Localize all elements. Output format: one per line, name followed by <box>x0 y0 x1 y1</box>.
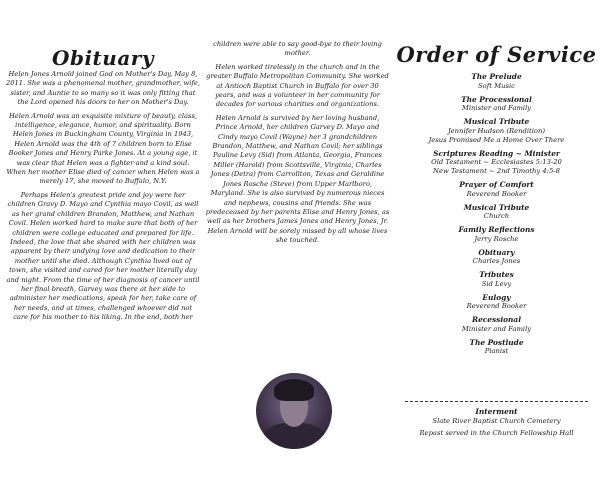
service-item-heading: Prayer of Comfort <box>459 180 534 189</box>
obituary-paragraph: Helen worked tirelessly in the church and in the greater Buffalo Metropolitan Community. She worked at Antioch Baptist Church in Buffalo for over 30 years, and was a volunteer in her community for decades for various charities and organizations. <box>206 62 389 109</box>
service-item-heading: The Postlude <box>469 337 524 347</box>
repast-note: Repast served in the Church Fellowship Hall <box>419 428 574 437</box>
service-item-heading: The Prelude <box>471 72 522 81</box>
service-item-heading: Scriptures Reading ~ Minister <box>433 148 560 158</box>
service-item-detail: Minister and Family <box>461 104 532 112</box>
service-item <box>395 270 598 289</box>
service-item <box>395 95 598 114</box>
interment-place: Slate River Baptist Church Cemetery <box>432 416 561 425</box>
service-item-heading: The Processional <box>461 94 532 104</box>
obituary-continued-column <box>205 0 390 495</box>
service-item-detail: Minister and Family <box>461 324 532 333</box>
obituary-paragraph: Helen Arnold is survived by her loving husband, Prince Arnold, her children Garvey D. Mayo and Cindy mayo Covil (Wayne) her 3 grandchildren Brandon, Matthew, and Nathan Covil; her siblings Pauline Levy (Sid) from Atlanta, Georgia, Frances Miller (Harold) from Scottsville, Virginia, Charles Jones (Detra) from Carrollton, Texas and Geraldine Jones Rosche (Steve) from Upper Marlboro, Maryland. She is also survived by numerous nieces and nephews, cousins and friends. She was predeceased by her parents Elise and Henry Jones, as well as her brothers James Jones and Henry Jones, Jr. Helen Arnold will be sorely missed by all whose lives she touched. <box>205 113 390 245</box>
service-item-heading: Musical Tribute <box>463 117 530 126</box>
service-item <box>395 338 598 357</box>
service-item <box>395 180 598 199</box>
service-item-detail: New Testament ~ 2nd Timothy 4:5-8 <box>433 167 560 175</box>
service-item <box>395 117 598 145</box>
service-item <box>395 72 598 91</box>
service-item-detail: Soft Music <box>478 81 515 90</box>
obituary-title: Obituary <box>52 46 154 70</box>
obituary-paragraph: Helen Jones Arnold joined God on Mother's Day, May 8, 2011. She was a phenomenal mother, grandmother, wife, sister, and Auntie to so many so it was only fitting that the Lord opened his doors to her on Mother's Day. <box>6 70 200 107</box>
service-item <box>395 293 598 312</box>
service-item-detail: Pianist <box>484 347 509 355</box>
service-item <box>395 225 598 244</box>
service-item <box>395 149 598 177</box>
photo-hair <box>274 379 314 401</box>
service-item-detail: Jerry Rosche <box>474 234 519 243</box>
portrait-photo <box>256 373 332 449</box>
order-of-service-column <box>395 0 598 495</box>
service-item-heading: Family Reflections <box>458 225 535 234</box>
service-item-heading: Tributes <box>479 270 514 279</box>
service-item <box>395 315 598 334</box>
service-item-detail: Church <box>483 212 510 220</box>
service-item <box>395 203 598 222</box>
service-item-detail: Reverend Booker <box>466 302 527 310</box>
service-item <box>395 248 598 267</box>
service-item-heading: Recessional <box>471 315 522 324</box>
divider <box>405 401 588 402</box>
service-item-heading: Eulogy <box>482 292 511 302</box>
obituary-paragraph: children were able to say good-bye to their loving mother. <box>213 40 382 58</box>
obituary-paragraph: Perhaps Helen's greatest pride and joy were her children Gravy D. Mayo and Cynthia mayo Covil, as well as her grand children Brandon, Matthew, and Nathan Covil. Helen worked hard to make sure that both of her children were college educated and prepared for life. Indeed, the love that she shared with her children was apparent by their undying love and dedication to their mother until she died. Although Cynthia lived out of town, she visited and cared for her mother literally day and night. From the time of her diagnosis of cancer until her final breath, Garvey was there at her side to administer her medications, speak for her, take care of her needs, and at times, challenged whoever did not care for his mother to his liking. In the end, both her <box>6 190 200 322</box>
service-item-heading: Musical Tribute <box>463 202 530 212</box>
service-item-detail: Reverend Booker <box>466 189 527 198</box>
service-item-heading: Obituary <box>478 247 515 257</box>
service-item-detail: Jesus Promised Me a Home Over There <box>428 135 565 144</box>
service-item-detail: Charles Jones <box>472 257 521 265</box>
service-list <box>395 72 598 360</box>
obituary-column <box>4 0 202 495</box>
service-item-detail: Old Testament ~ Ecclesiastes 5:13-20 <box>431 158 562 166</box>
interment-section <box>395 407 598 438</box>
obituary-body <box>6 70 200 327</box>
obituary-paragraph: Helen Arnold was an exquisite mixture of beauty, class, intelligence, elegance, humor, and spirituality. Born Helen Jones in Buckingham County, Virginia in 1943, Helen Arnold was the 4th of 7 children born to Elise Booker Jones and Henry Parke Jones. At a young age, it was clear that Helen was a fighter and a kind soul. When her mother Elise died of cancer when Helen was a merely 17, she moved to Buffalo, N.Y. <box>6 111 200 186</box>
service-item-detail: Sid Levy <box>481 279 512 288</box>
order-of-service-title: Order of Service <box>396 42 597 67</box>
interment-heading: Interment <box>475 407 518 416</box>
service-item-detail: Jennifer Hudson (Rendition) <box>447 126 546 135</box>
obituary-continued-body <box>205 40 390 250</box>
